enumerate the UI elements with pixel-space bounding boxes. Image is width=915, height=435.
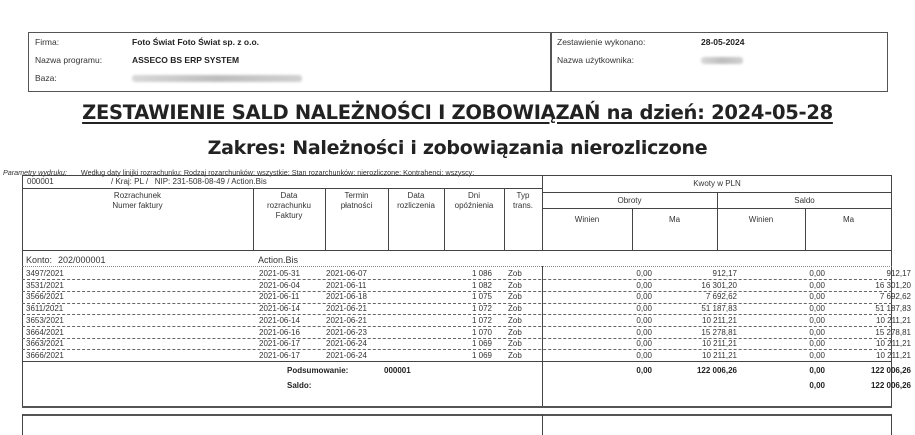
col-data-rozrachunku: Data rozrachunku Faktury xyxy=(266,191,312,220)
company-info-box xyxy=(28,32,431,92)
baza-label: Baza: xyxy=(35,73,57,83)
saldo-ma: 912,17 xyxy=(886,269,911,278)
divider xyxy=(22,406,892,408)
col-termin-platnosci: Termin płatności xyxy=(340,191,373,210)
obroty-ma: 10 211,21 xyxy=(702,339,737,349)
settlement-date: 2021-06-14 xyxy=(259,304,300,314)
transaction-type: Zob xyxy=(508,350,522,360)
firma-label: Firma: xyxy=(35,37,60,47)
divider xyxy=(22,266,892,267)
divider xyxy=(891,414,892,435)
transaction-type: Zob xyxy=(508,327,522,337)
table-row xyxy=(22,291,911,303)
saldo-winien: 0,00 xyxy=(809,381,825,390)
obroty-winien: 0,00 xyxy=(636,304,652,314)
invoice-number: 3531/2021 xyxy=(26,280,64,290)
col-saldo: Saldo xyxy=(794,196,815,205)
transaction-type: Zob xyxy=(508,315,522,325)
obroty-winien: 0,00 xyxy=(636,280,652,290)
invoice-number: 3663/2021 xyxy=(26,339,64,349)
col-data-rozliczenia: Data rozliczenia xyxy=(397,191,435,210)
sum-saldo-winien: 0,00 xyxy=(809,366,825,375)
divider xyxy=(22,188,542,189)
saldo-label: Saldo: xyxy=(287,381,312,390)
report-title: ZESTAWIENIE SALD NALEŻNOŚCI I ZOBOWIĄZAŃ na dzień: 2024-05-28 xyxy=(82,101,833,124)
table-row xyxy=(22,280,911,292)
saldo-ma: 122 006,26 xyxy=(870,381,911,390)
due-date: 2021-06-21 xyxy=(326,315,367,325)
col-typ-trans: Typ trans. xyxy=(512,191,533,210)
obroty-winien: 0,00 xyxy=(636,292,652,302)
saldo-winien: 0,00 xyxy=(809,304,825,314)
invoice-number: 3664/2021 xyxy=(26,327,64,337)
obroty-ma: 10 211,21 xyxy=(702,350,737,360)
saldo-winien: 0,00 xyxy=(809,339,825,349)
user-value-redacted xyxy=(701,55,743,65)
wykonano-value: 28-05-2024 xyxy=(701,37,745,47)
obroty-winien: 0,00 xyxy=(636,350,652,360)
saldo-winien: 0,00 xyxy=(809,292,825,302)
table-row xyxy=(22,338,911,350)
table-row xyxy=(22,327,911,339)
settlement-date: 2021-06-04 xyxy=(259,280,300,290)
kwoty-header: Kwoty w PLN xyxy=(693,179,741,188)
obroty-ma: 16 301,20 xyxy=(701,280,737,290)
divider xyxy=(22,414,23,435)
obroty-ma: 7 692,62 xyxy=(705,292,737,302)
saldo-ma: 10 211,21 xyxy=(876,350,911,360)
wykonano-label: Zestawienie wykonano: xyxy=(557,37,646,47)
account-label: Konto: xyxy=(26,255,53,265)
params-text: Według daty linijki rozrachunku; Rodzaj rozarchunków: wszystkie; Stan rozarchunków: nierozliczone; Kontrahenci: wszyscy; xyxy=(80,168,475,177)
settlement-date: 2021-06-17 xyxy=(259,339,300,349)
baza-value-redacted xyxy=(132,73,302,83)
settlement-date: 2021-06-16 xyxy=(259,327,300,337)
due-date: 2021-06-21 xyxy=(326,304,367,314)
report-subtitle: Zakres: Należności i zobowiązania nierozliczone xyxy=(207,137,708,159)
settlement-date: 2021-06-17 xyxy=(259,350,300,360)
obroty-winien: 0,00 xyxy=(636,315,652,325)
obroty-winien: 0,00 xyxy=(636,339,652,349)
saldo-row xyxy=(22,380,911,392)
table-row xyxy=(22,268,911,280)
report-meta-box xyxy=(551,32,888,92)
days-overdue: 1 086 xyxy=(471,269,492,278)
days-overdue: 1 069 xyxy=(471,350,492,360)
sum-saldo-ma: 122 006,26 xyxy=(870,366,911,375)
saldo-winien: 0,00 xyxy=(809,350,825,360)
account-row xyxy=(22,254,892,266)
obroty-winien: 0,00 xyxy=(636,269,652,278)
saldo-ma: 7 692,62 xyxy=(879,292,911,302)
user-label: Nazwa użytkownika: xyxy=(557,55,635,65)
sum-obroty-ma: 122 006,26 xyxy=(696,366,737,375)
days-overdue: 1 082 xyxy=(471,280,492,290)
divider xyxy=(542,414,543,435)
due-date: 2021-06-18 xyxy=(326,292,367,302)
due-date: 2021-06-24 xyxy=(326,350,367,360)
settlement-date: 2021-06-14 xyxy=(259,315,300,325)
due-date: 2021-06-23 xyxy=(326,327,367,337)
divider xyxy=(22,361,892,362)
col-saldo-winien: Winien xyxy=(748,215,774,224)
transaction-type: Zob xyxy=(508,280,522,290)
due-date: 2021-06-07 xyxy=(326,269,367,278)
saldo-ma: 15 278,81 xyxy=(875,327,911,337)
firma-value: Foto Świat Foto Świat sp. z o.o. xyxy=(132,37,260,47)
invoice-number: 3653/2021 xyxy=(26,315,64,325)
contractor-details: / Kraj: PL / NIP: 231-508-08-49 / Action.Bis xyxy=(111,177,267,186)
days-overdue: 1 072 xyxy=(471,304,492,314)
invoice-number: 3666/2021 xyxy=(26,350,64,360)
days-overdue: 1 075 xyxy=(471,292,492,302)
account-number: 202/000001 xyxy=(58,255,106,265)
due-date: 2021-06-24 xyxy=(326,339,367,349)
col-obroty-ma: Ma xyxy=(668,215,681,224)
saldo-winien: 0,00 xyxy=(809,269,825,278)
days-overdue: 1 070 xyxy=(471,327,492,337)
invoice-number: 3611/2021 xyxy=(26,304,64,314)
col-obroty-winien: Winien xyxy=(574,215,600,224)
table-row xyxy=(22,350,911,362)
invoice-number: 3497/2021 xyxy=(26,269,64,278)
col-rozrachunek: Rozrachunek Numer faktury xyxy=(112,191,163,210)
saldo-ma: 16 301,20 xyxy=(875,280,911,290)
transaction-type: Zob xyxy=(508,269,522,278)
transaction-type: Zob xyxy=(508,339,522,349)
obroty-ma: 51 187,83 xyxy=(701,304,737,314)
saldo-winien: 0,00 xyxy=(809,315,825,325)
params-label: Parametry wydruku: xyxy=(3,168,67,177)
saldo-ma: 10 211,21 xyxy=(876,315,911,325)
transaction-type: Zob xyxy=(508,292,522,302)
obroty-ma: 10 211,21 xyxy=(702,315,737,325)
transaction-type: Zob xyxy=(508,304,522,314)
divider xyxy=(22,414,892,416)
summary-row xyxy=(22,365,911,377)
saldo-winien: 0,00 xyxy=(809,327,825,337)
program-value: ASSECO BS ERP SYSTEM xyxy=(132,55,240,65)
days-overdue: 1 069 xyxy=(471,339,492,349)
table-row xyxy=(22,315,911,327)
saldo-winien: 0,00 xyxy=(809,280,825,290)
invoice-number: 3566/2021 xyxy=(26,292,64,302)
obroty-ma: 15 278,81 xyxy=(701,327,737,337)
settlement-date: 2021-06-11 xyxy=(259,292,300,302)
due-date: 2021-06-11 xyxy=(326,280,367,290)
account-name: Action.Bis xyxy=(258,255,299,265)
podsumowanie-label: Podsumowanie: xyxy=(287,366,349,375)
settlement-date: 2021-05-31 xyxy=(259,269,300,278)
firma-row xyxy=(35,37,59,47)
obroty-ma: 912,17 xyxy=(712,269,737,278)
col-dni-opoznienia: Dni opóźnienia xyxy=(454,191,494,210)
obroty-winien: 0,00 xyxy=(636,327,652,337)
contractor-code: 000001 xyxy=(27,177,54,186)
header-spacer-box xyxy=(431,32,551,92)
col-saldo-ma: Ma xyxy=(842,215,855,224)
table-row xyxy=(22,303,911,315)
podsumowanie-code: 000001 xyxy=(384,366,411,375)
program-label: Nazwa programu: xyxy=(35,55,103,65)
saldo-ma: 10 211,21 xyxy=(876,339,911,349)
saldo-ma: 51 187,83 xyxy=(875,304,911,314)
days-overdue: 1 072 xyxy=(471,315,492,325)
col-obroty: Obroty xyxy=(617,196,642,205)
sum-obroty-winien: 0,00 xyxy=(636,366,652,375)
